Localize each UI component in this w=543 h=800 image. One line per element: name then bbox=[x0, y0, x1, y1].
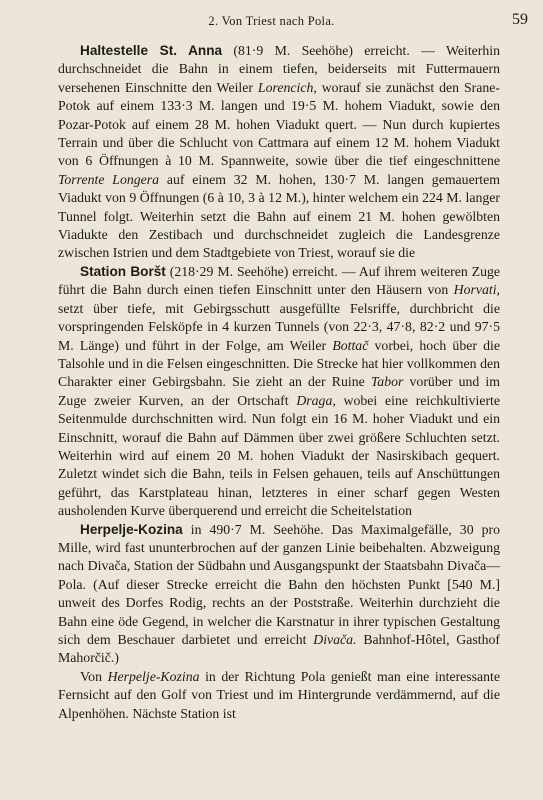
text-run: (81·9 M. Seehöhe) erreicht. — Weiterhin durchschneidet die Bahn in einem tiefen, beiderseits mit Futtermauern versehenen Einschnitte den Weiler bbox=[58, 43, 501, 95]
text-run: vorüber und im Zuge zweier Kurven, an der Ortschaft bbox=[58, 374, 500, 408]
place-name: Herpelje-Kozina bbox=[107, 668, 200, 684]
paragraph-herpelje bbox=[58, 521, 500, 668]
body-text bbox=[58, 42, 500, 723]
text-run: worauf sie zunächst den Srane-Potok auf einem 133·3 M. langen und 19·5 M. hohem Viadukt, sowie den Pozar-Potok auf einem 28 M. hohen Viadukt quert. — Nun durch kupiertes Terrain und über die Schlucht von Cattmara auf einem 12 M. hohem Viadukt von 6 Öffnungen à 10 M. Spannweite, sowie über die tief eingeschnittene bbox=[58, 79, 500, 169]
chapter-title: 2. Von Triest nach Pola. bbox=[208, 14, 335, 28]
paragraph-borst bbox=[58, 263, 500, 521]
paragraph-st-anna bbox=[58, 42, 500, 263]
place-name: Divača. bbox=[313, 632, 357, 647]
paragraph-view bbox=[58, 668, 500, 723]
station-heading: Station Boršt bbox=[80, 263, 166, 279]
text-run: (218·29 M. Seehöhe) erreicht. — Auf ihrem weiteren Zuge führt die Bahn durch einen tiefen Einschnitt unter den Häusern von bbox=[58, 263, 500, 298]
text-run: in der Richtung Pola genießt man eine interessante Fernsicht auf den Golf von Triest und im Hintergrunde verdämmernd, auf die Alpenhöhen. Nächste Station ist bbox=[58, 668, 500, 721]
place-name: Tabor bbox=[370, 374, 404, 390]
place-name: Lorencich, bbox=[257, 79, 317, 95]
text-run: vorbei, hoch über die Talsohle und in die Felsen eingeschnitten. Die Strecke hat hier vollkommen den Charakter einer Gebirgsbahn. Sie zieht an der Ruine bbox=[58, 337, 500, 390]
station-heading: Haltestelle St. Anna bbox=[80, 43, 223, 58]
place-name: Bottač bbox=[332, 337, 369, 353]
text-run: Bahnhof-Hôtel, Gasthof Mahorčič.) bbox=[58, 632, 500, 666]
text-run: in 490·7 M. Seehöhe. Das Maximalgefälle, 30 pro Mille, wird fast ununterbrochen auf der ganzen Linie beibehalten. Abzweigung nach Divača, Station der Südbahn und Ausgangspunkt der Staatsbahn Divača—Pola. (Auf dieser Strecke erreicht die Bahn den höchsten Punkt [540 M.] unweit des Dorfes Rodig, rechts an der Poststraße. Weiterhin durchzieht die Bahn eine öde Gegend, in welcher die Karstnatur in ihrer typischen Gestaltung sich dem Beschauer darbietet und erreicht bbox=[58, 521, 500, 647]
station-heading: Herpelje-Kozina bbox=[80, 521, 183, 537]
place-name: Draga, bbox=[296, 392, 336, 408]
page-number: 59 bbox=[512, 11, 528, 28]
text-run: Von bbox=[80, 668, 108, 684]
text-run: wobei eine reichkultivierte Seitenmulde durchschnitten wird. Nun folgt ein 16 M. hoher Viadukt und ein Einschnitt, worauf die Bahn auf Dämmen über zwei größere Schluchten setzt. Weiterhin wird auf einem 20 M. hohen Viadukt der Nasirskibach gequert. Zuletzt windet sich die Bahn, teils in Felsen gehauen, teils auf Anschüttungen geführt, das Karstplateau hinan, letzteres in einer scharf gegen Westen ausholenden Kurve überquerend und erreicht die Scheitelstation bbox=[58, 392, 500, 519]
text-run: setzt über tiefe, mit Gebirgsschutt ausgefüllte Felsriffe, durchbricht die vorspringenden Felsköpfe in 4 kurzen Tunnels (von 22·3, 47·8, 82·2 und 97·5 M. Länge) und führt in der Folge, am Weiler bbox=[58, 300, 500, 353]
place-name: Torrente Longera bbox=[58, 171, 160, 187]
place-name: Horvati, bbox=[453, 282, 500, 298]
running-head bbox=[0, 12, 543, 30]
text-run: auf einem 32 M. hohen, 130·7 M. langen gemauertem Viadukt von 9 Öffnungen (6 à 10, 3 à 12 M.), hinter welchem ein 224 M. langer Tunnel folgt. Weiterhin setzt die Bahn auf einem 21 M. hohen gewölbten Viadukte den Zestibach und durchschneidet zugleich die Landesgrenze zwischen Istrien und dem Stadtgebiete von Triest, worauf sie die bbox=[58, 171, 500, 261]
